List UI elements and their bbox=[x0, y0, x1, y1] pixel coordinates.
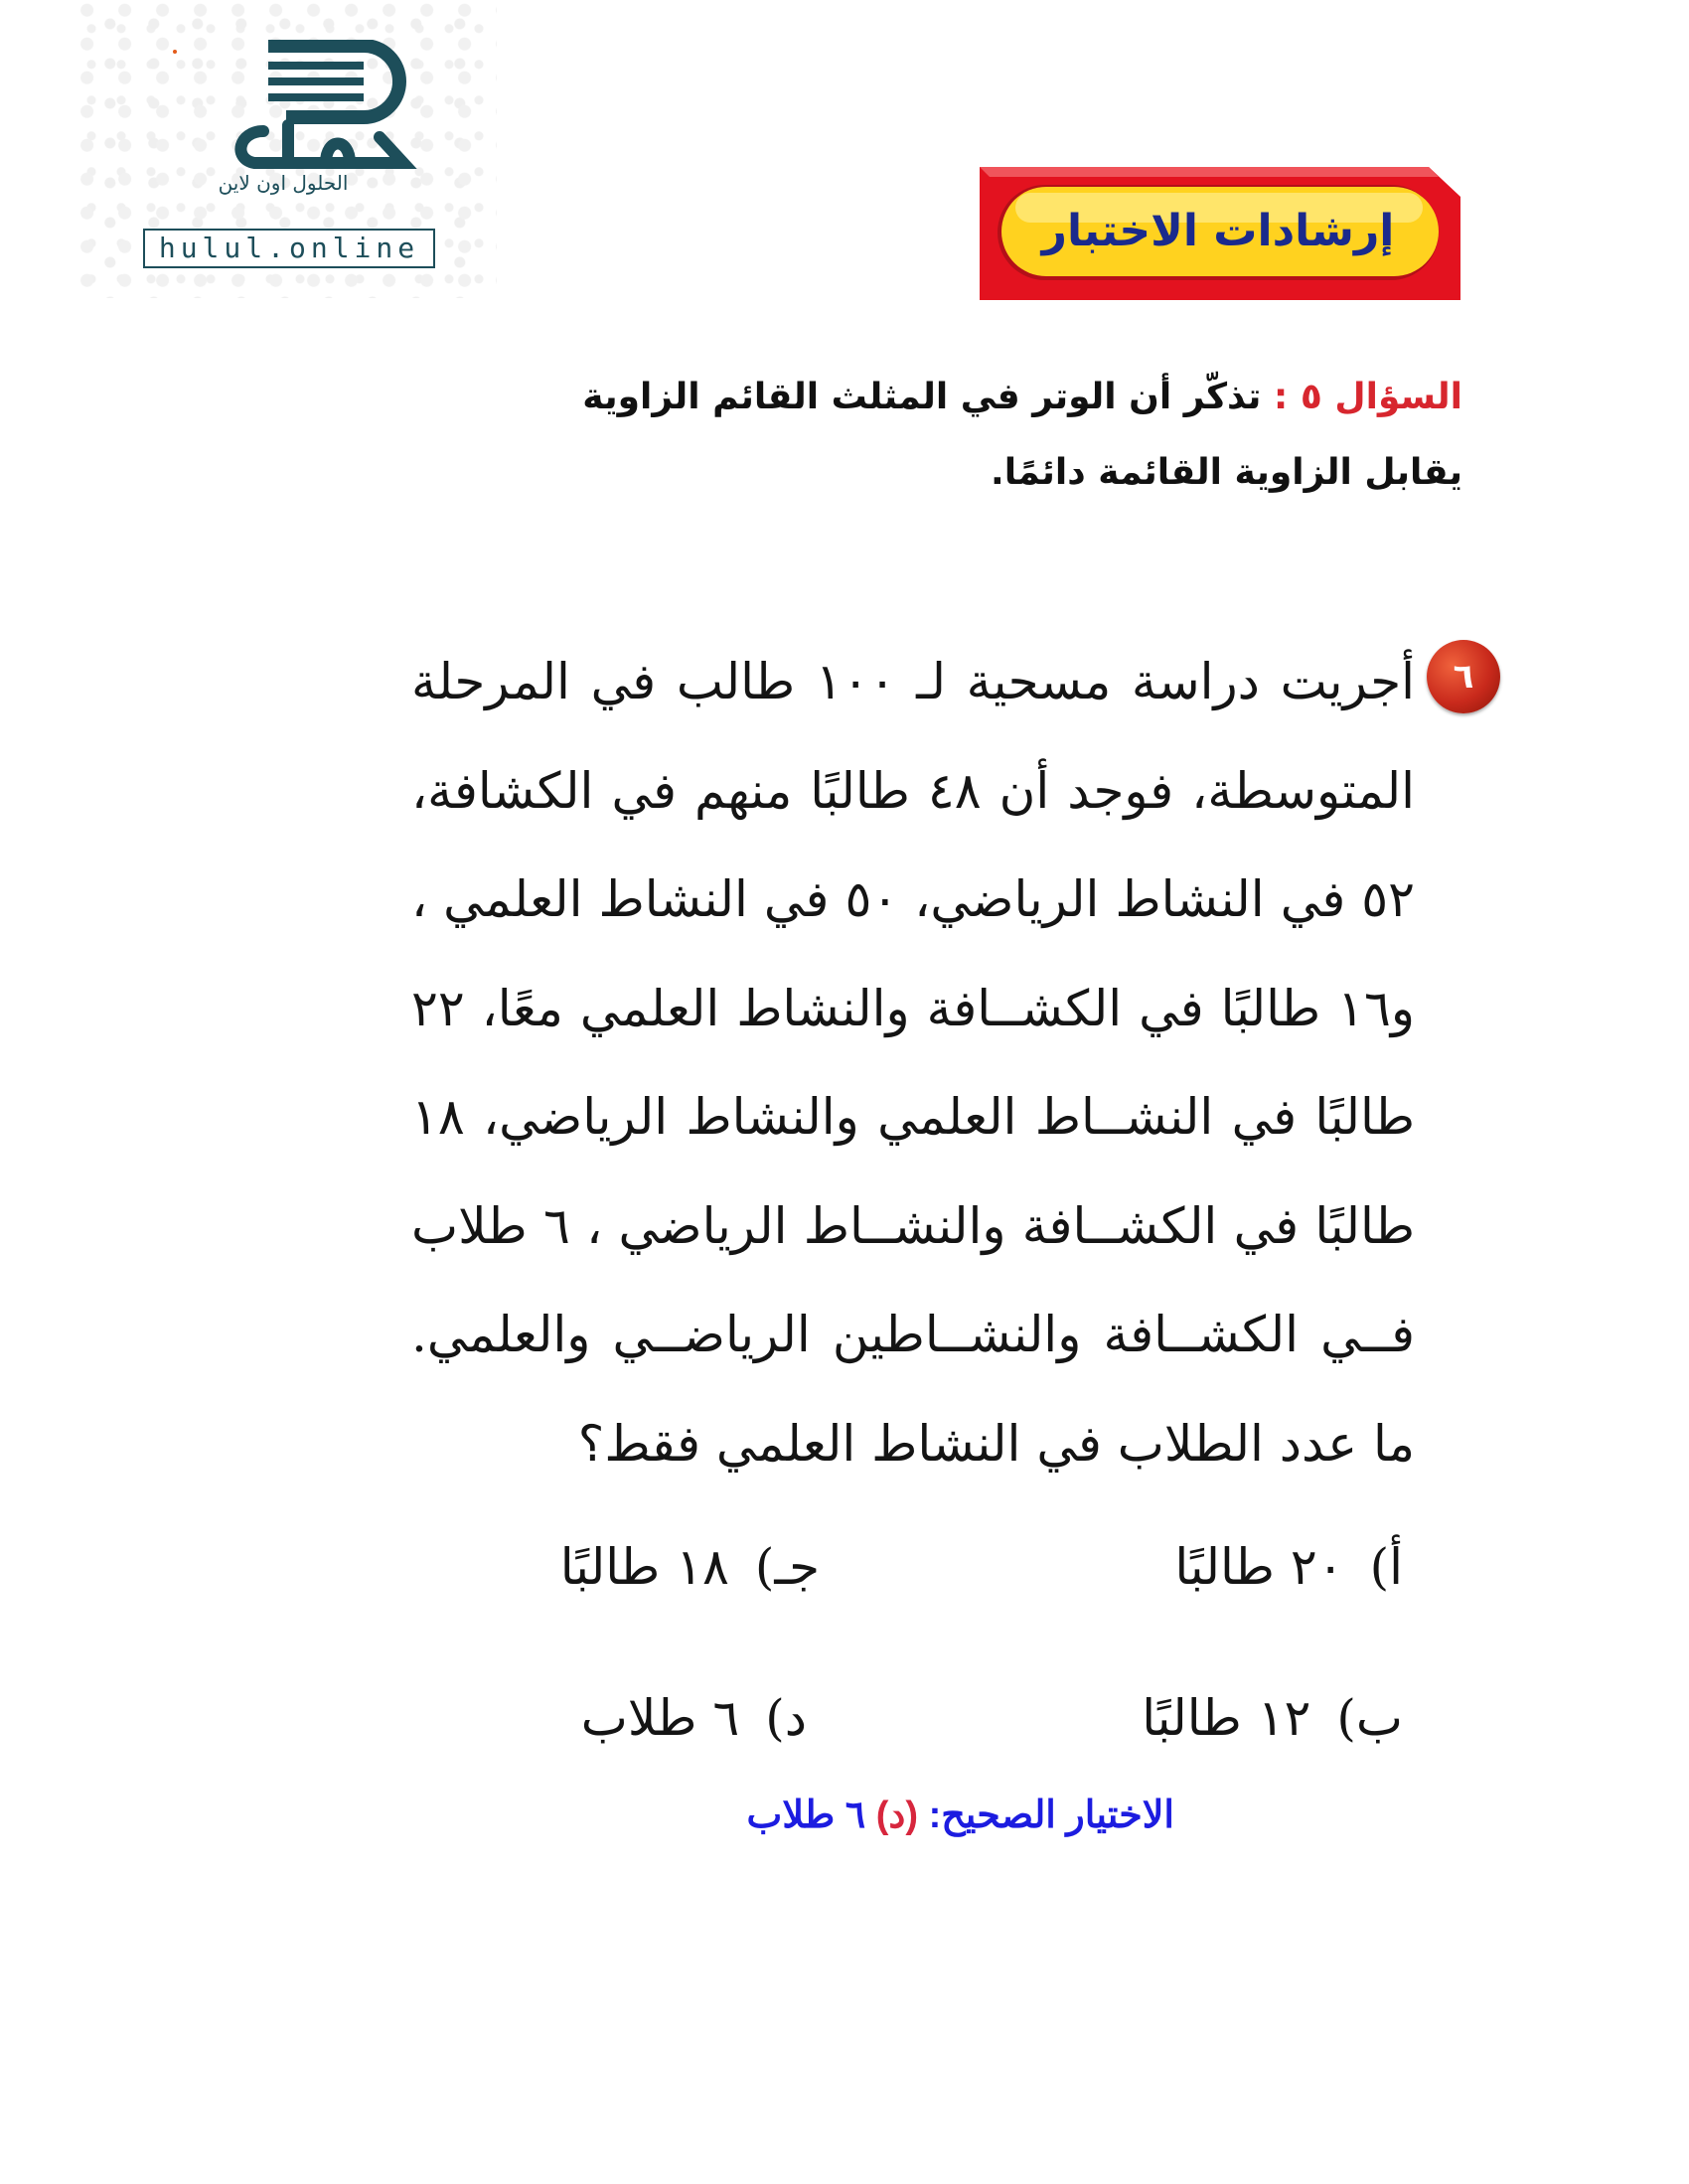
choice-a-text: ٢٠ طالبًا bbox=[1174, 1538, 1344, 1596]
answer-letter: (د) bbox=[875, 1794, 919, 1836]
choice-c bbox=[560, 1538, 820, 1596]
choice-b bbox=[1142, 1689, 1403, 1747]
choice-b-text: ١٢ طالبًا bbox=[1142, 1689, 1311, 1747]
choice-b-letter: ب) bbox=[1336, 1689, 1403, 1747]
banner-title: إرشادات الاختبار bbox=[1041, 206, 1395, 256]
logo bbox=[79, 0, 497, 298]
choice-c-text: ١٨ طالبًا bbox=[559, 1538, 729, 1596]
choice-a bbox=[1174, 1538, 1403, 1596]
test-tips-banner bbox=[980, 167, 1460, 300]
hint-label: السؤال ٥ : bbox=[1273, 377, 1462, 417]
answer-label: الاختيار الصحيح: bbox=[928, 1794, 1174, 1836]
choice-a-letter: أ) bbox=[1369, 1538, 1403, 1596]
logo-tagline: الحلول اون لاين bbox=[218, 171, 349, 195]
hint-paragraph bbox=[568, 360, 1462, 511]
answer-value: ٦ طلاب bbox=[746, 1794, 866, 1836]
correct-answer bbox=[747, 1793, 1174, 1837]
choice-d-letter: د) bbox=[765, 1689, 807, 1747]
choice-c-letter: جـ) bbox=[754, 1538, 820, 1596]
logo-mark-icon bbox=[169, 40, 417, 189]
choice-d-text: ٦ طلاب bbox=[580, 1689, 740, 1747]
question-text: أجريت دراسة مسحية لـ ١٠٠ طالب في المرحلة المتوسطة، فوجد أن ٤٨ طالبًا منهم في الكشافة، ٥٢ في النشاط الرياضي، ٥٠ في النشاط العلمي ، و١٦ طالبًا في الكشــافة والنشاط العلمي معًا، ٢٢ طالبًا في النشــاط العلمي والنشاط الرياضي، ١٨ طالبًا في الكشــافة والنشــاط الرياضي ، ٦ طلاب فــي الكشــافة والنشــاطين الرياضــي والعلمي. ما عدد الطلاب في النشاط العلمي فقط؟ bbox=[411, 653, 1416, 1473]
logo-site-url: hulul.online bbox=[143, 229, 435, 268]
hint-text: تذكّر أن الوتر في المثلث القائم الزاوية يقابل الزاوية القائمة دائمًا. bbox=[582, 377, 1462, 493]
choice-d bbox=[581, 1689, 807, 1747]
question-number-badge: ٦ bbox=[1427, 640, 1500, 713]
